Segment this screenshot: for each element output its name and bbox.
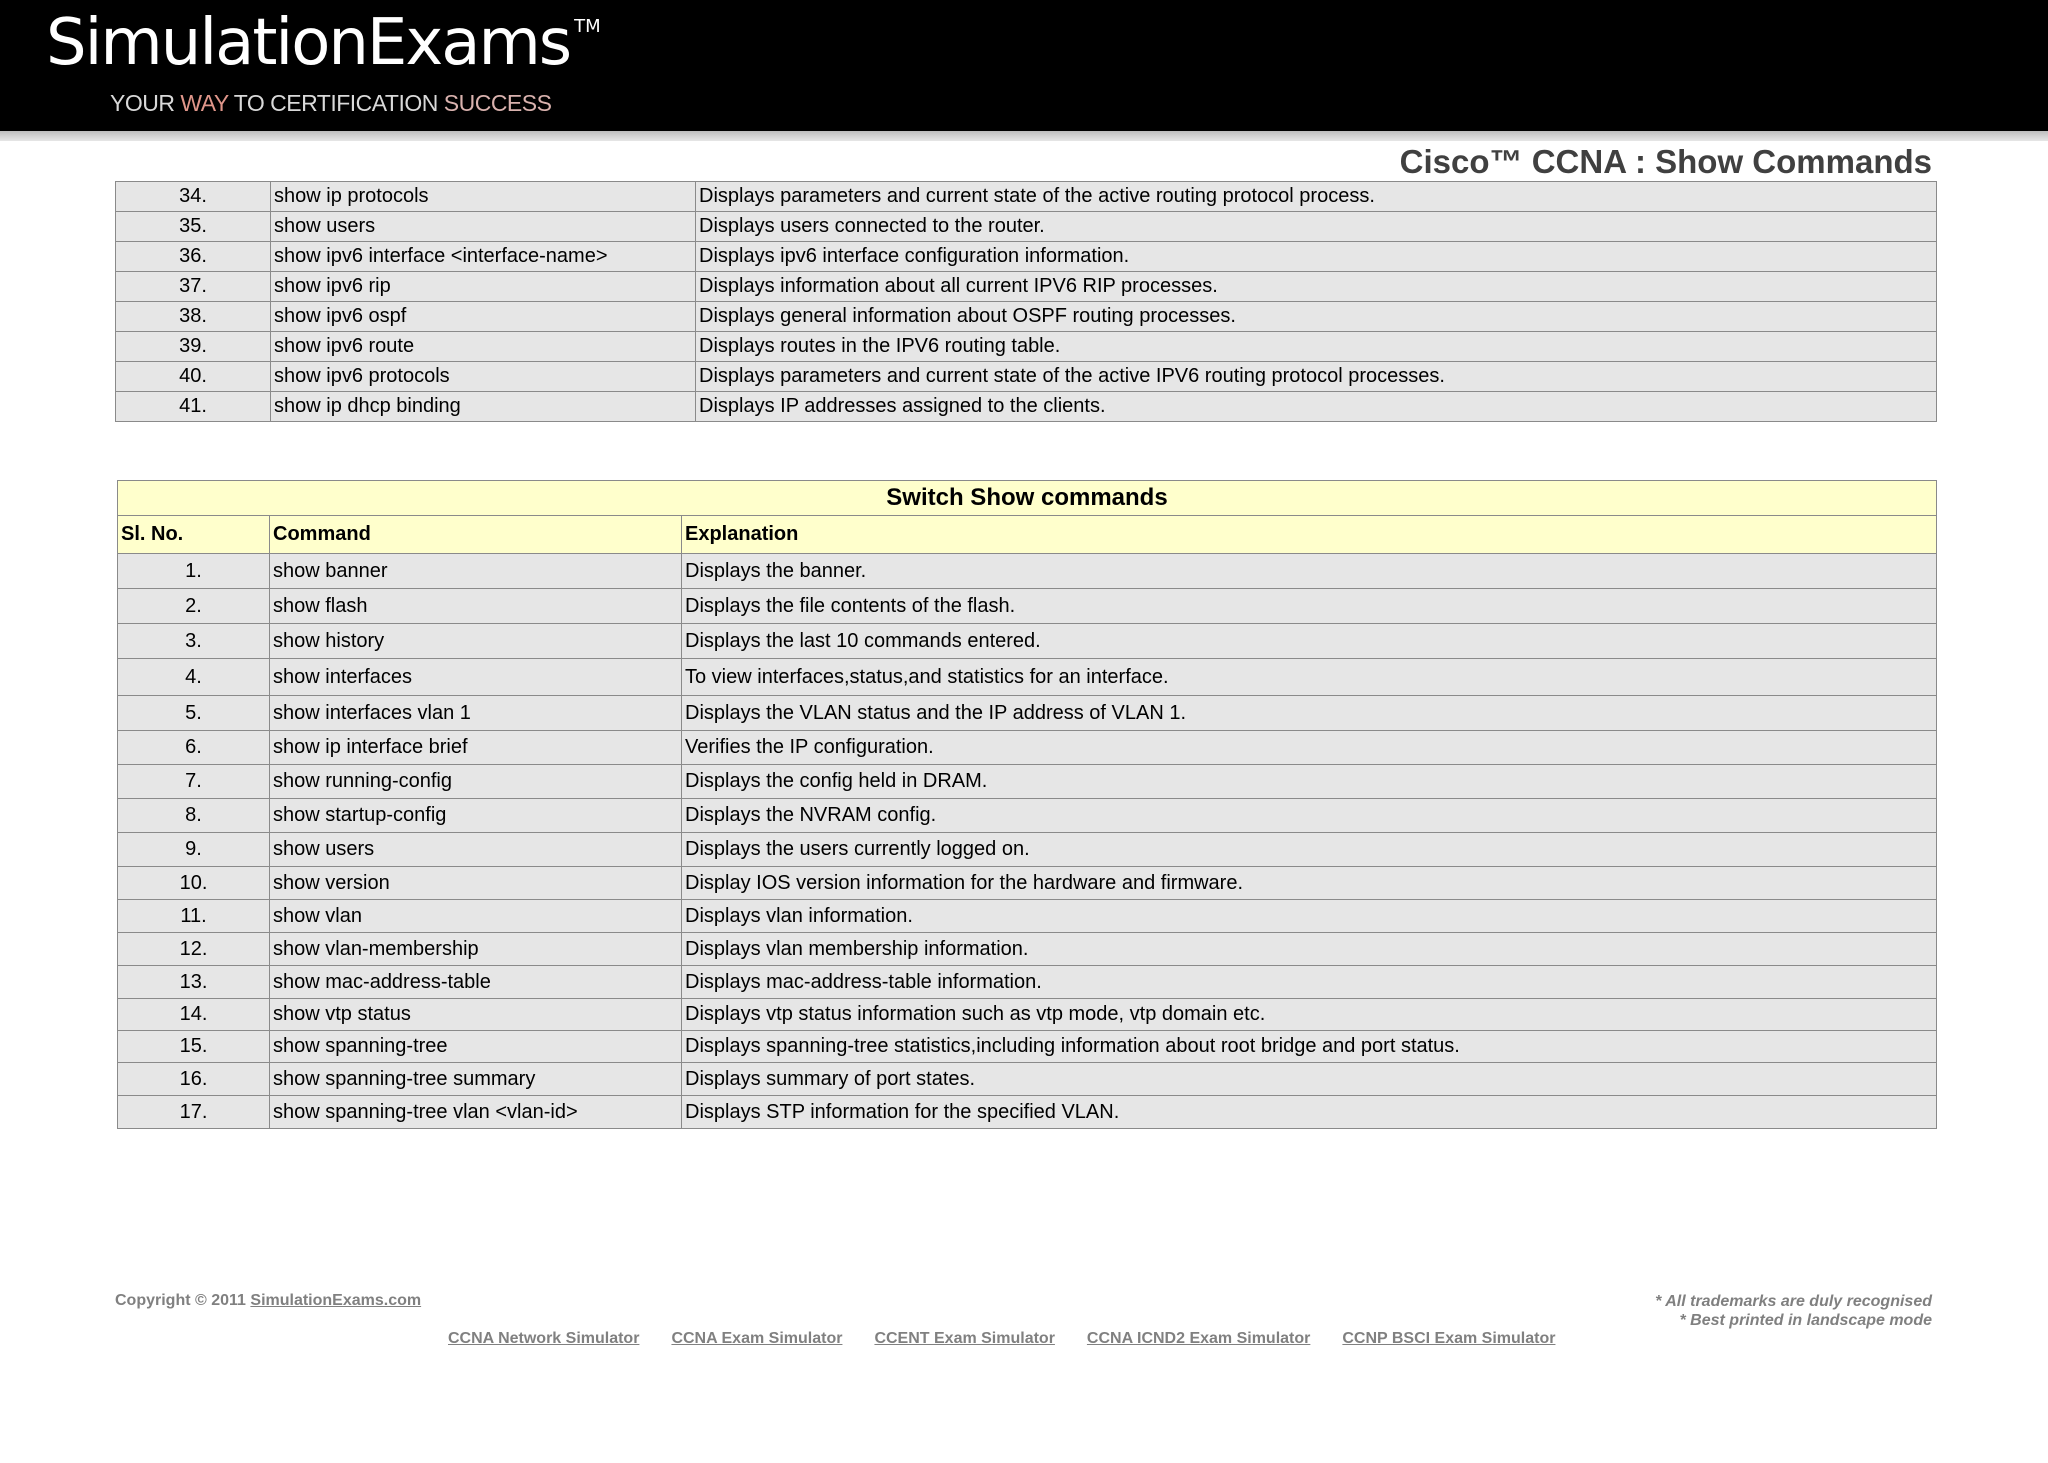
table-row <box>118 900 1937 933</box>
table-row <box>118 966 1937 999</box>
switch-table-title: Switch Show commands <box>118 481 1937 516</box>
explanation-cell: Displays the users currently logged on. <box>682 833 1937 867</box>
table-row <box>118 999 1937 1031</box>
copyright <box>115 1292 421 1310</box>
print-note: * Best printed in landscape mode <box>1679 1312 1932 1329</box>
tagline-part3: TO CERTIFICATION <box>228 90 444 116</box>
explanation-cell: Displays the banner. <box>682 554 1937 589</box>
table-row <box>116 212 1937 242</box>
table-row <box>118 765 1937 799</box>
header-explanation: Explanation <box>682 516 1937 554</box>
header-divider <box>0 131 2048 141</box>
table-row <box>118 1063 1937 1096</box>
explanation-cell: Displays users connected to the router. <box>696 212 1937 242</box>
explanation-cell: Displays vlan information. <box>682 900 1937 933</box>
row-number: 16. <box>118 1063 270 1096</box>
command-cell: show ipv6 route <box>271 332 696 362</box>
command-cell: show startup-config <box>270 799 682 833</box>
command-cell: show ipv6 ospf <box>271 302 696 332</box>
explanation-cell: Displays IP addresses assigned to the clients. <box>696 392 1937 422</box>
explanation-cell: Displays the VLAN status and the IP address of VLAN 1. <box>682 696 1937 731</box>
row-number: 1. <box>118 554 270 589</box>
row-number: 10. <box>118 867 270 900</box>
command-cell: show banner <box>270 554 682 589</box>
command-cell: show version <box>270 867 682 900</box>
row-number: 4. <box>118 659 270 696</box>
table-row <box>116 392 1937 422</box>
footer-link[interactable]: CCNP BSCI Exam Simulator <box>1342 1330 1556 1347</box>
footer-notes <box>1655 1292 1932 1330</box>
command-cell: show vlan <box>270 900 682 933</box>
explanation-cell: Displays ipv6 interface configuration information. <box>696 242 1937 272</box>
command-cell: show ip protocols <box>271 182 696 212</box>
explanation-cell: Displays information about all current IPV6 RIP processes. <box>696 272 1937 302</box>
table-row <box>118 696 1937 731</box>
command-cell: show running-config <box>270 765 682 799</box>
table-row <box>118 1096 1937 1129</box>
explanation-cell: Displays the config held in DRAM. <box>682 765 1937 799</box>
header-banner <box>0 0 2048 131</box>
site-link[interactable]: SimulationExams.com <box>250 1292 422 1309</box>
row-number: 6. <box>118 731 270 765</box>
table-header-row <box>118 516 1937 554</box>
command-cell: show ip interface brief <box>270 731 682 765</box>
command-cell: show mac-address-table <box>270 966 682 999</box>
switch-commands-table <box>117 480 1937 1129</box>
row-number: 9. <box>118 833 270 867</box>
table-row <box>116 332 1937 362</box>
row-number: 34. <box>116 182 271 212</box>
table-row <box>118 554 1937 589</box>
table-row <box>118 731 1937 765</box>
page-title: Cisco™ CCNA : Show Commands <box>1399 143 1932 180</box>
command-cell: show ipv6 interface <interface-name> <box>271 242 696 272</box>
row-number: 41. <box>116 392 271 422</box>
trademark-note: * All trademarks are duly recognised <box>1655 1293 1932 1310</box>
row-number: 7. <box>118 765 270 799</box>
explanation-cell: Displays the last 10 commands entered. <box>682 624 1937 659</box>
row-number: 35. <box>116 212 271 242</box>
command-cell: show spanning-tree summary <box>270 1063 682 1096</box>
command-cell: show ipv6 protocols <box>271 362 696 392</box>
table-row <box>118 833 1937 867</box>
explanation-cell: Displays STP information for the specified VLAN. <box>682 1096 1937 1129</box>
explanation-cell: Displays summary of port states. <box>682 1063 1937 1096</box>
brand-name: SimulationExams <box>46 6 571 80</box>
row-number: 2. <box>118 589 270 624</box>
row-number: 40. <box>116 362 271 392</box>
explanation-cell: Displays spanning-tree statistics,including information about root bridge and port status. <box>682 1031 1937 1063</box>
command-cell: show ip dhcp binding <box>271 392 696 422</box>
command-cell: show users <box>270 833 682 867</box>
table-row <box>118 659 1937 696</box>
explanation-cell: Displays the file contents of the flash. <box>682 589 1937 624</box>
brand-logo <box>46 6 601 80</box>
explanation-cell: Displays vtp status information such as vtp mode, vtp domain etc. <box>682 999 1937 1031</box>
footer-link[interactable]: CCENT Exam Simulator <box>874 1330 1055 1347</box>
explanation-cell: To view interfaces,status,and statistics for an interface. <box>682 659 1937 696</box>
row-number: 3. <box>118 624 270 659</box>
table-row <box>118 1031 1937 1063</box>
table-row <box>118 589 1937 624</box>
row-number: 38. <box>116 302 271 332</box>
explanation-cell: Verifies the IP configuration. <box>682 731 1937 765</box>
explanation-cell: Displays routes in the IPV6 routing table. <box>696 332 1937 362</box>
command-cell: show spanning-tree vlan <vlan-id> <box>270 1096 682 1129</box>
tagline <box>110 90 551 117</box>
row-number: 8. <box>118 799 270 833</box>
row-number: 13. <box>118 966 270 999</box>
row-number: 5. <box>118 696 270 731</box>
brand-tm: TM <box>574 16 601 37</box>
footer-links <box>448 1330 1587 1348</box>
header-command: Command <box>270 516 682 554</box>
table-row <box>116 182 1937 212</box>
explanation-cell: Display IOS version information for the hardware and firmware. <box>682 867 1937 900</box>
row-number: 36. <box>116 242 271 272</box>
explanation-cell: Displays general information about OSPF routing processes. <box>696 302 1937 332</box>
row-number: 17. <box>118 1096 270 1129</box>
table-row <box>116 362 1937 392</box>
table-row <box>118 867 1937 900</box>
command-cell: show vtp status <box>270 999 682 1031</box>
tagline-part2: WAY <box>180 90 229 116</box>
explanation-cell: Displays vlan membership information. <box>682 933 1937 966</box>
table-row <box>118 933 1937 966</box>
command-cell: show history <box>270 624 682 659</box>
router-commands-table <box>115 181 1937 422</box>
row-number: 14. <box>118 999 270 1031</box>
row-number: 37. <box>116 272 271 302</box>
header-sl-no: Sl. No. <box>118 516 270 554</box>
explanation-cell: Displays parameters and current state of the active IPV6 routing protocol processes. <box>696 362 1937 392</box>
command-cell: show users <box>271 212 696 242</box>
explanation-cell: Displays parameters and current state of the active routing protocol process. <box>696 182 1937 212</box>
tagline-part4: SUCCESS <box>443 90 552 116</box>
explanation-cell: Displays the NVRAM config. <box>682 799 1937 833</box>
row-number: 12. <box>118 933 270 966</box>
table-row <box>116 272 1937 302</box>
explanation-cell: Displays mac-address-table information. <box>682 966 1937 999</box>
table-row <box>118 624 1937 659</box>
command-cell: show spanning-tree <box>270 1031 682 1063</box>
command-cell: show flash <box>270 589 682 624</box>
row-number: 39. <box>116 332 271 362</box>
row-number: 15. <box>118 1031 270 1063</box>
footer-link[interactable]: CCNA ICND2 Exam Simulator <box>1086 1330 1311 1347</box>
command-cell: show interfaces vlan 1 <box>270 696 682 731</box>
footer-link[interactable]: CCNA Exam Simulator <box>671 1330 843 1347</box>
tagline-part1: YOUR <box>110 90 181 116</box>
footer-link[interactable]: CCNA Network Simulator <box>448 1330 640 1347</box>
table-row <box>116 242 1937 272</box>
table-row <box>116 302 1937 332</box>
table-title-row <box>118 481 1937 516</box>
table-row <box>118 799 1937 833</box>
row-number: 11. <box>118 900 270 933</box>
command-cell: show interfaces <box>270 659 682 696</box>
command-cell: show ipv6 rip <box>271 272 696 302</box>
command-cell: show vlan-membership <box>270 933 682 966</box>
copyright-text: Copyright © 2011 <box>115 1292 251 1309</box>
